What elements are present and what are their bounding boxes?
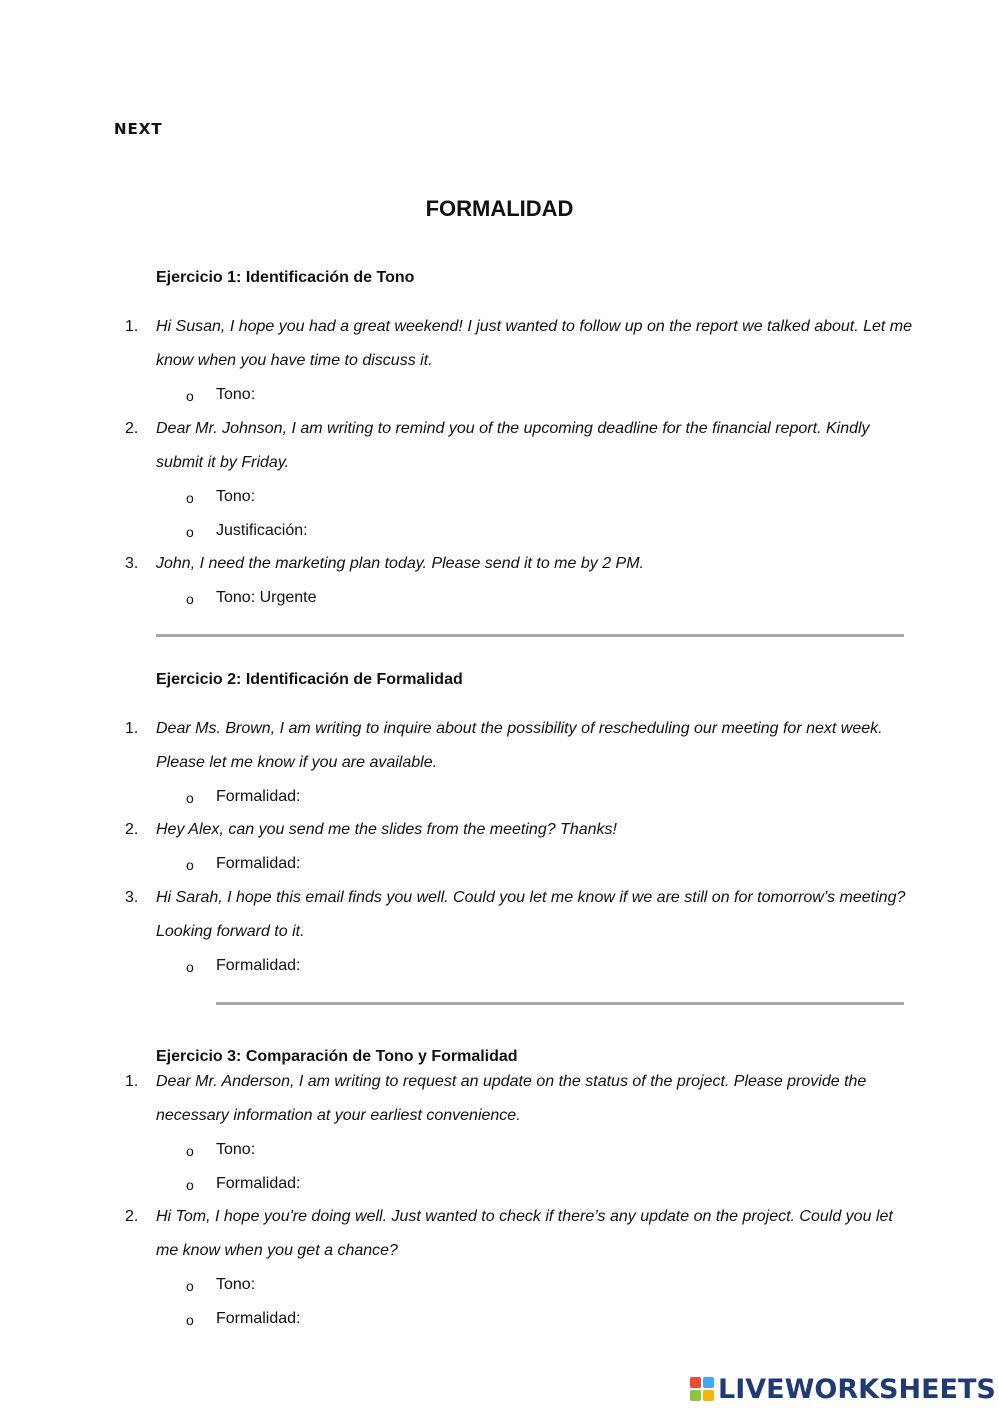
ex1-item-2-number: 2.: [125, 420, 139, 437]
ex2-item-2-number: 2.: [125, 821, 139, 838]
liveworksheets-icon: [690, 1377, 714, 1401]
ex1-item-2-sub-1: Tono:: [216, 488, 256, 505]
bullet-icon: o: [186, 1278, 194, 1294]
ex1-item-1-sub-1: Tono:: [216, 386, 256, 403]
page-title: FORMALIDAD: [425, 196, 574, 221]
bullet-icon: o: [186, 591, 194, 607]
exercise-1-heading: Ejercicio 1: Identificación de Tono: [156, 269, 415, 286]
ex3-item-1-number: 1.: [125, 1073, 139, 1090]
ex1-item-3-number: 3.: [125, 555, 139, 572]
bullet-icon: o: [186, 388, 194, 404]
exercise-3-heading: Ejercicio 3: Comparación de Tono y Formalidad: [156, 1048, 518, 1065]
liveworksheets-wordmark: LIVEWORKSHEETS: [718, 1373, 996, 1405]
bullet-icon: o: [186, 1143, 194, 1159]
exercise-2-heading: Ejercicio 2: Identificación de Formalidad: [156, 671, 463, 688]
divider: [156, 634, 904, 637]
ex2-item-1-text: Dear Ms. Brown, I am writing to inquire about the possibility of rescheduling our meeting for next week. Please let me know if you are available.: [156, 720, 883, 771]
bullet-icon: o: [186, 790, 194, 806]
ex2-item-2-sub-1: Formalidad:: [216, 855, 301, 872]
bullet-icon: o: [186, 490, 194, 506]
ex1-item-3-sub-1: Tono: Urgente: [216, 589, 317, 606]
ex2-item-1-sub-1: Formalidad:: [216, 788, 301, 805]
ex1-item-3-text: John, I need the marketing plan today. Please send it to me by 2 PM.: [156, 555, 644, 572]
ex3-item-1-sub-1: Tono:: [216, 1141, 256, 1158]
ex3-item-2-number: 2.: [125, 1208, 139, 1225]
ex1-item-2-text: Dear Mr. Johnson, I am writing to remind you of the upcoming deadline for the financial report. Kindly submit it by Friday.: [156, 420, 870, 471]
bullet-icon: o: [186, 857, 194, 873]
divider: [216, 1002, 904, 1005]
ex2-item-1-number: 1.: [125, 720, 139, 737]
ex2-item-3-text: Hi Sarah, I hope this email finds you well. Could you let me know if we are still on for tomorrow’s meeting? Looking forward to it.: [156, 889, 906, 940]
bullet-icon: o: [186, 1312, 194, 1328]
ex1-item-2-sub-2: Justificación:: [216, 522, 308, 539]
ex3-item-2-text: Hi Tom, I hope you're doing well. Just wanted to check if there’s any update on the project. Could you let me know when you get a chance?: [156, 1208, 893, 1259]
icon-square: [703, 1390, 714, 1401]
liveworksheets-logo: [690, 1374, 996, 1404]
ex3-item-2-sub-1: Tono:: [216, 1276, 256, 1293]
ex1-item-1-text: Hi Susan, I hope you had a great weekend! I just wanted to follow up on the report we talked about. Let me know when you have time to discuss it.: [156, 318, 913, 369]
ex2-item-2-text: Hey Alex, can you send me the slides from the meeting? Thanks!: [156, 821, 617, 838]
ex1-item-1-number: 1.: [125, 318, 139, 335]
next-logo: NEXT: [114, 120, 163, 138]
ex3-item-1-text: Dear Mr. Anderson, I am writing to request an update on the status of the project. Please provide the necessary information at your earliest convenience.: [156, 1073, 867, 1124]
ex2-item-3-number: 3.: [125, 889, 139, 906]
ex2-item-3-sub-1: Formalidad:: [216, 957, 301, 974]
bullet-icon: o: [186, 1177, 194, 1193]
bullet-icon: o: [186, 959, 194, 975]
icon-square: [703, 1377, 714, 1388]
icon-square: [690, 1377, 701, 1388]
icon-square: [690, 1390, 701, 1401]
bullet-icon: o: [186, 524, 194, 540]
ex3-item-2-sub-2: Formalidad:: [216, 1310, 301, 1327]
ex3-item-1-sub-2: Formalidad:: [216, 1175, 301, 1192]
